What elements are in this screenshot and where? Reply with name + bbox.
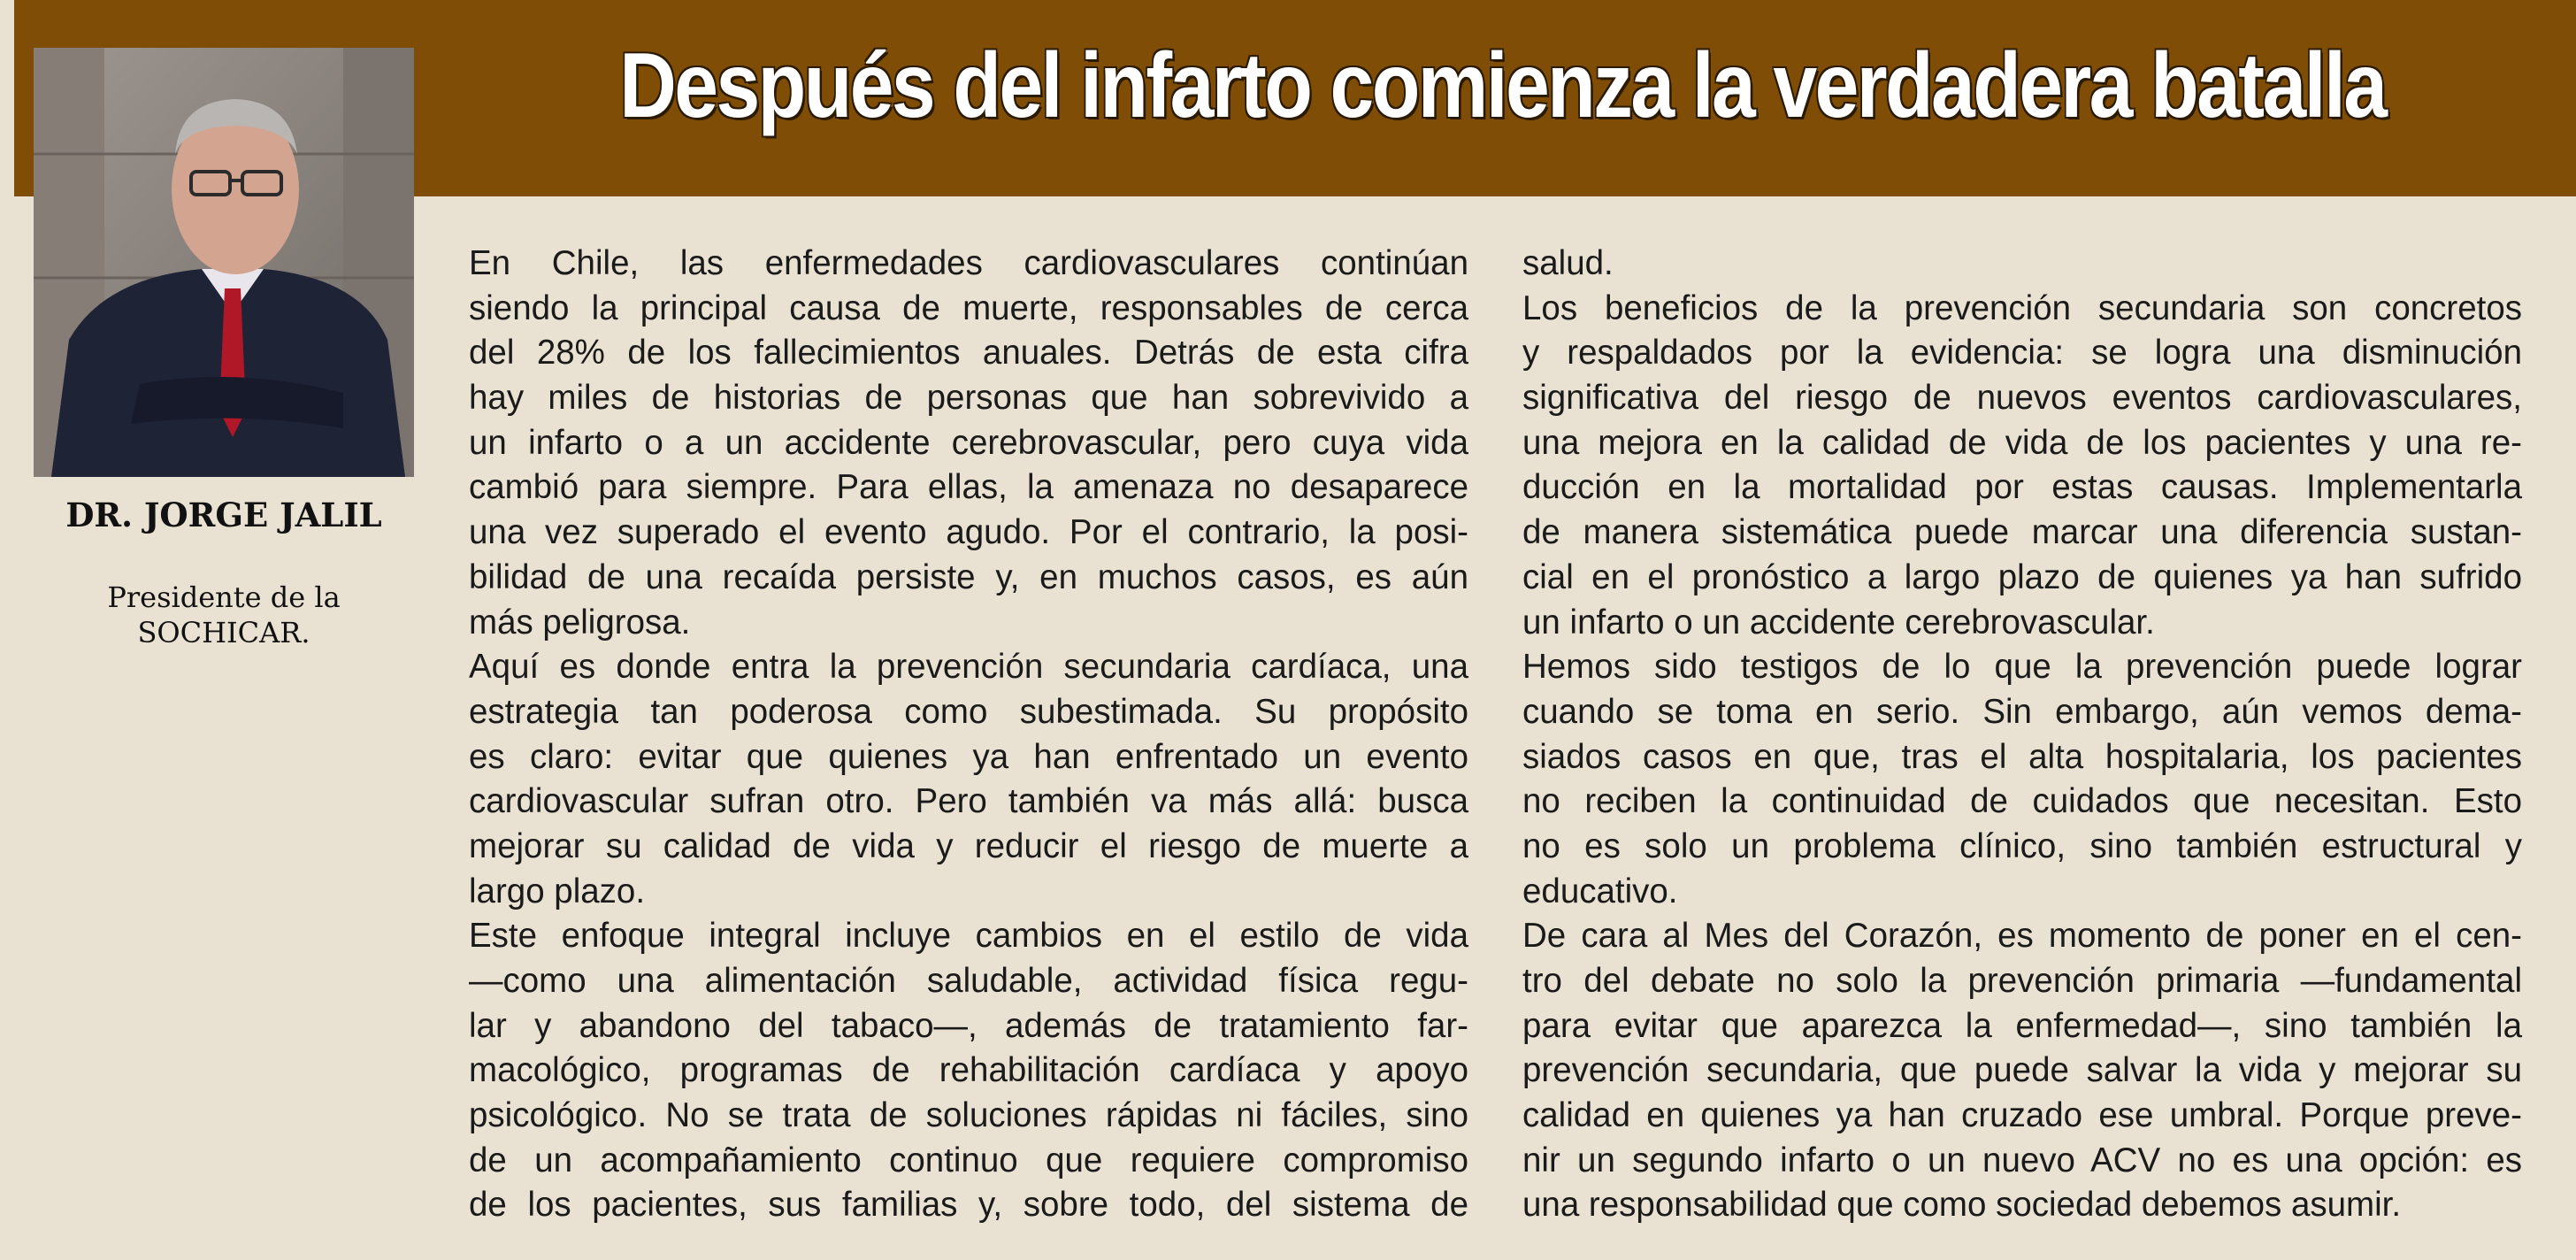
article-line: cardiovascular sufran otro. Pero también va más allá: busca bbox=[469, 782, 1468, 821]
article-line: mejorar su calidad de vida y reducir el riesgo de muerte a bbox=[469, 826, 1468, 865]
author-name: DR. JORGE JALIL bbox=[65, 496, 382, 534]
author-photo bbox=[34, 48, 414, 477]
author-role-line: Presidente de la bbox=[107, 580, 341, 614]
article-line: calidad en quienes ya han cruzado ese umbral. Porque preve- bbox=[1522, 1096, 2522, 1135]
article-line: De cara al Mes del Corazón, es momento de poner en el cen- bbox=[1522, 917, 2522, 956]
article-line: ducción en la mortalidad por estas causas. Implementarla bbox=[1522, 468, 2522, 507]
article-line: cuando se toma en serio. Sin embargo, aún vemos dema- bbox=[1522, 692, 2522, 731]
article-line: siados casos en que, tras el alta hospitalaria, los pacientes bbox=[1522, 737, 2522, 776]
article-line: más peligrosa. bbox=[469, 603, 691, 642]
article-line: no reciben la continuidad de cuidados que necesitan. Esto bbox=[1522, 782, 2522, 821]
article-line: cambió para siempre. Para ellas, la amenaza no desaparece bbox=[469, 468, 1468, 507]
article-line: siendo la principal causa de muerte, responsables de cerca bbox=[469, 288, 1468, 327]
article-line: largo plazo. bbox=[469, 872, 646, 910]
article-line: lar y abandono del tabaco—, además de tratamiento far- bbox=[469, 1006, 1468, 1045]
article-line: estrategia tan poderosa como subestimada. Su propósito bbox=[469, 692, 1468, 731]
author-portrait-image bbox=[34, 48, 414, 477]
article-line: psicológico. No se trata de soluciones rápidas ni fáciles, sino bbox=[469, 1096, 1468, 1135]
article-column-1 bbox=[469, 242, 1468, 1228]
article-line: prevención secundaria, que puede salvar la vida y mejorar su bbox=[1522, 1051, 2522, 1090]
article-line: salud. bbox=[1522, 244, 1614, 282]
article-line: cial en el pronóstico a largo plazo de quienes ya han sufrido bbox=[1522, 557, 2522, 596]
headline: Después del infarto comienza la verdadera batalla bbox=[619, 35, 2386, 137]
article-line: hay miles de historias de personas que han sobrevivido a bbox=[469, 379, 1468, 418]
article-line: un infarto o un accidente cerebrovascular. bbox=[1522, 603, 2155, 642]
article-line: educativo. bbox=[1522, 872, 1678, 910]
article-line: de los pacientes, sus familias y, sobre todo, del sistema de bbox=[469, 1186, 1468, 1225]
article-line: En Chile, las enfermedades cardiovasculares continúan bbox=[469, 244, 1468, 282]
article-line: una responsabilidad que como sociedad debemos asumir. bbox=[1522, 1186, 2402, 1225]
author-role-line: SOCHICAR. bbox=[137, 616, 310, 649]
article-line: tro del debate no solo la prevención primaria —fundamental bbox=[1522, 962, 2522, 1000]
article-line: —como una alimentación saludable, actividad física regu- bbox=[469, 962, 1468, 1000]
article-line: Aquí es donde entra la prevención secundaria cardíaca, una bbox=[469, 648, 1468, 687]
article-line: una vez superado el evento agudo. Por el contrario, la posi- bbox=[469, 513, 1468, 552]
article-line: de un acompañamiento continuo que requiere compromiso bbox=[469, 1141, 1468, 1179]
article-line: Hemos sido testigos de lo que la prevención puede lograr bbox=[1522, 648, 2522, 687]
article-line: nir un segundo infarto o un nuevo ACV no es una opción: es bbox=[1522, 1141, 2522, 1179]
article-line: una mejora en la calidad de vida de los pacientes y una re- bbox=[1522, 423, 2522, 462]
article-line: y respaldados por la evidencia: se logra una disminución bbox=[1522, 334, 2522, 373]
article-line: de manera sistemática puede marcar una diferencia sustan- bbox=[1522, 513, 2522, 552]
article-line: no es solo un problema clínico, sino también estructural y bbox=[1522, 826, 2522, 865]
article-line: significativa del riesgo de nuevos eventos cardiovasculares, bbox=[1522, 379, 2522, 418]
article-line: un infarto o a un accidente cerebrovascular, pero cuya vida bbox=[469, 423, 1468, 462]
article-line: Los beneficios de la prevención secundaria son concretos bbox=[1522, 288, 2522, 327]
article-column-2 bbox=[1522, 242, 2522, 1228]
article-line: del 28% de los fallecimientos anuales. Detrás de esta cifra bbox=[469, 334, 1468, 373]
article-line: macológico, programas de rehabilitación cardíaca y apoyo bbox=[469, 1051, 1468, 1090]
author-role bbox=[34, 580, 414, 650]
article-line: es claro: evitar que quienes ya han enfrentado un evento bbox=[469, 737, 1468, 776]
article-line: para evitar que aparezca la enfermedad—, sino también la bbox=[1522, 1006, 2522, 1045]
article-line: Este enfoque integral incluye cambios en el estilo de vida bbox=[469, 917, 1468, 956]
article-line: bilidad de una recaída persiste y, en muchos casos, es aún bbox=[469, 557, 1468, 596]
